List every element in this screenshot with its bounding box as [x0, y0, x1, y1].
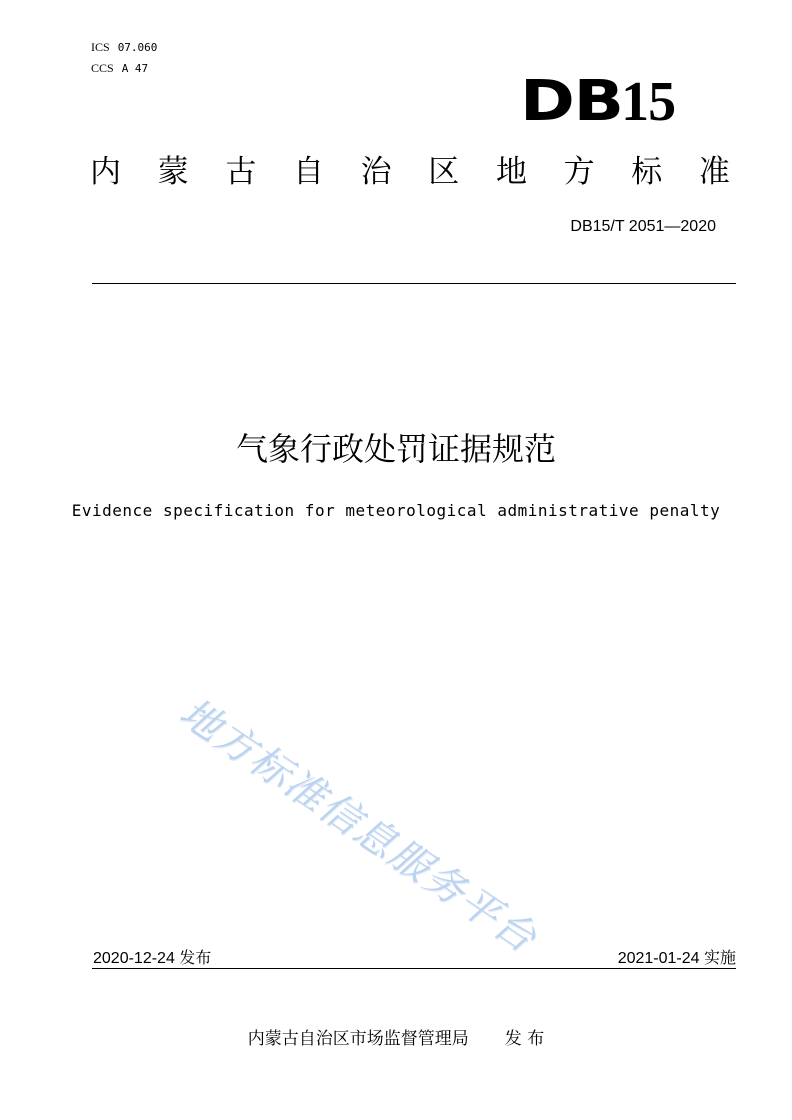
ccs-code: A 47 — [121, 62, 149, 75]
standard-type-char: 地 — [495, 154, 527, 190]
publisher-action: 发 布 — [504, 1029, 545, 1049]
top-divider — [92, 283, 736, 284]
standard-type-char: 古 — [225, 154, 257, 190]
implementation-date: 2021-01-24 实施 — [617, 950, 736, 967]
standard-type-char: 区 — [428, 154, 460, 190]
standard-type-title — [90, 152, 730, 192]
standard-type-char: 方 — [563, 154, 595, 190]
standard-type-char: 内 — [90, 154, 121, 190]
watermark: 地方标准信息服务平台 — [171, 689, 546, 963]
ccs-label: CCS — [91, 61, 114, 75]
ics-code: 07.060 — [117, 41, 158, 54]
ics-label: ICS — [91, 40, 110, 54]
ics-classification — [91, 40, 157, 55]
ccs-classification — [91, 61, 148, 76]
standard-type-char: 自 — [292, 154, 324, 190]
document-title: 气象行政处罚证据规范 — [235, 430, 556, 468]
issue-date: 2020-12-24 发布 — [93, 950, 212, 967]
standard-type-char: 准 — [698, 154, 730, 190]
logo-prefix: DB — [520, 69, 623, 134]
standard-type-char: 蒙 — [157, 154, 189, 190]
publisher-line — [0, 1024, 792, 1049]
document-title-english: Evidence specification for meteorological administrative penalty — [71, 501, 721, 520]
logo-number: 15 — [621, 71, 676, 133]
standard-number: DB15/T 2051—2020 — [570, 218, 716, 235]
standard-type-char: 标 — [631, 154, 663, 190]
db15-logo — [520, 69, 676, 134]
standard-type-char: 治 — [360, 154, 392, 190]
publisher-name: 内蒙古自治区市场监督管理局 — [247, 1029, 469, 1049]
bottom-divider — [92, 968, 736, 969]
